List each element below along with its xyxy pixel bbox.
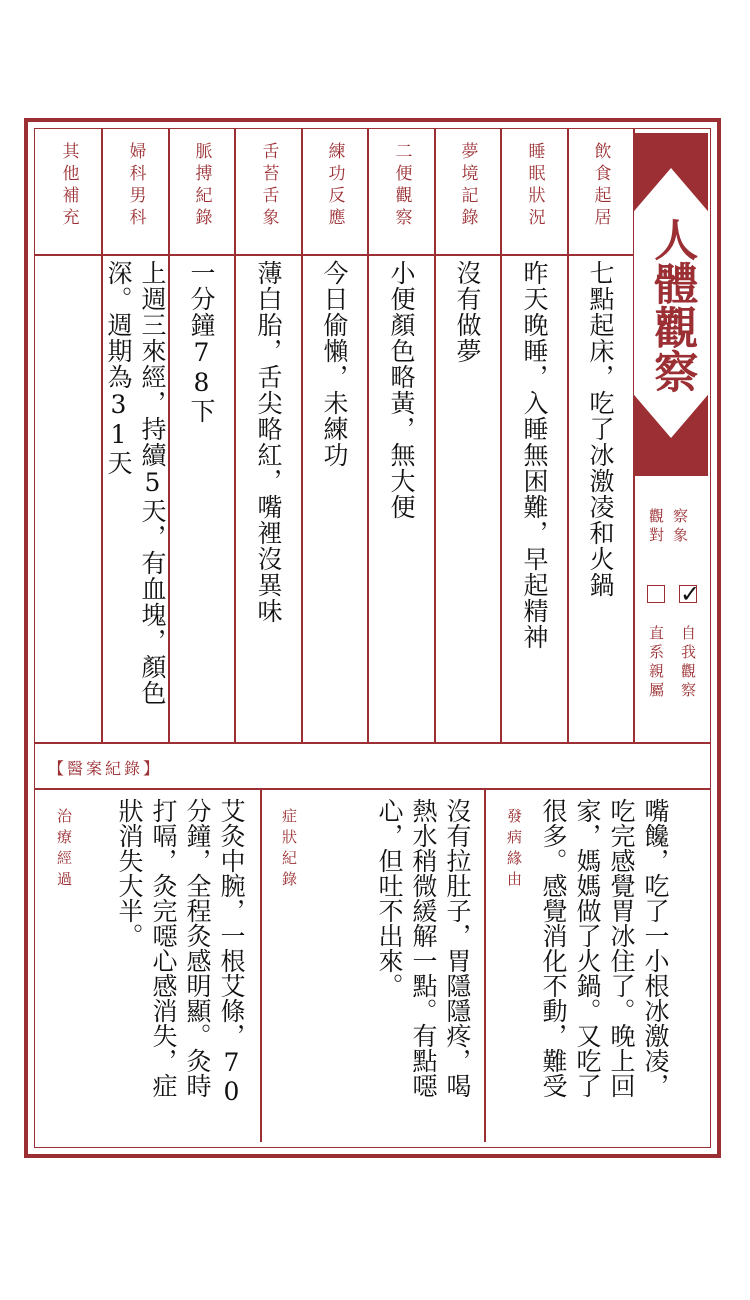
header-divider: [35, 254, 634, 256]
relative-observe-checkbox[interactable]: [647, 585, 665, 603]
treatment-text: 艾灸中腕，一根艾條，70分鐘，全程灸感明顯。灸時打嗝，灸完噁心感消失，症狀消失大半。: [115, 798, 246, 1106]
record-divider-0: [260, 788, 262, 1142]
header-dream: 夢境記錄: [457, 142, 478, 230]
cell-pulse: 一分鐘78下: [187, 260, 216, 424]
cell-excretion: 小便顏色略黃，無大便: [387, 260, 416, 520]
cause-text: 嘴饞，吃了一小根冰激凌，吃完感覺胃冰住了。晚上回家，媽媽做了火鍋。又吃了很多。感覺消化不動，難受: [539, 798, 670, 1098]
cell-gyn: 上週三來經，持續5天，有血塊，顏色深。週期為31天: [104, 260, 167, 706]
cell-tongue: 薄白胎，舌尖略紅，嘴裡沒異味: [254, 260, 283, 624]
record-divider-1: [484, 788, 486, 1142]
cell-sleep: 昨天晚睡，入睡無困難，早起精神: [520, 260, 549, 650]
cell-diet: 七點起床，吃了冰激凌和火鍋: [586, 260, 615, 598]
symptom-label: 症狀紀錄: [280, 808, 298, 892]
header-practice: 練功反應: [324, 142, 345, 230]
cell-dream: 沒有做夢: [453, 260, 482, 364]
observe-object-label-b: 觀對: [647, 508, 665, 546]
table-bottom-divider: [35, 742, 710, 744]
header-other: 其他補充: [58, 142, 79, 230]
cell-other: [35, 260, 101, 730]
header-gyn: 婦科男科: [125, 142, 146, 230]
header-diet: 飲食起居: [590, 142, 611, 230]
self-observe-label: 自我觀察: [679, 625, 697, 701]
cell-practice: 今日偷懶，未練功: [320, 260, 349, 468]
section-title-medical-record: 【醫案紀錄】: [48, 759, 163, 778]
symptom-text: 沒有拉肚子，胃隱隱疼，喝熱水稍微緩解一點。有點噁心，但吐不出來。: [375, 798, 472, 1098]
record-header-divider: [35, 788, 710, 790]
observe-object-label-a: 察象: [671, 508, 689, 546]
page-title: 人體觀察: [646, 217, 698, 393]
cause-label: 發病緣由: [505, 808, 523, 892]
header-pulse: 脈搏紀錄: [191, 142, 212, 230]
header-excretion: 二便觀察: [391, 142, 412, 230]
treatment-label: 治療經過: [55, 808, 73, 892]
checkmark-icon: ✓: [680, 580, 701, 608]
header-tongue: 舌苔舌象: [258, 142, 279, 230]
relative-observe-label: 直系親屬: [647, 625, 665, 701]
header-sleep: 睡眠狀況: [524, 142, 545, 230]
